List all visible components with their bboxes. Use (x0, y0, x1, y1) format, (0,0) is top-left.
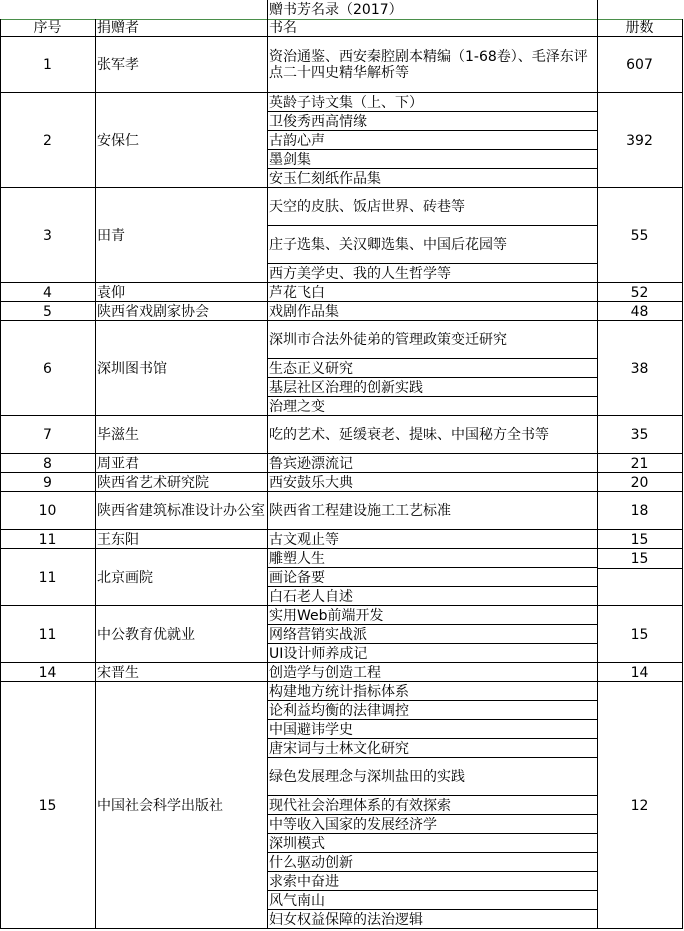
book-title: 治理之变 (269, 398, 325, 415)
grid-line (597, 19, 598, 929)
book-title: 深圳市合法外徒弟的管理政策变迁研究 (269, 332, 507, 348)
book-title: 鲁宾逊漂流记 (269, 455, 353, 472)
grid-line (0, 19, 1, 929)
book-title: 论利益均衡的法律调控 (269, 702, 409, 719)
row-donor: 袁仰 (97, 284, 125, 301)
book-title: 深圳模式 (269, 835, 325, 852)
row-donor: 宋晋生 (97, 664, 139, 681)
row-seq: 8 (43, 455, 52, 472)
row-donor: 毕滋生 (97, 427, 139, 443)
grid-line (597, 568, 682, 569)
row-donor: 中国社会科学出版社 (97, 797, 223, 814)
row-donor: 中公教育优就业 (97, 626, 195, 643)
book-title: UI设计师养成记 (269, 645, 368, 662)
book-title: 现代社会治理体系的有效探索 (269, 797, 451, 814)
book-title: 庄子选集、关汉卿选集、中国后花园等 (269, 237, 507, 253)
row-seq: 14 (38, 664, 57, 681)
row-count: 35 (630, 427, 649, 443)
grid-line (0, 19, 682, 20)
row-donor: 陕西省艺术研究院 (97, 474, 209, 491)
book-title: 天空的皮肤、饭店世界、砖巷等 (269, 199, 465, 215)
row-seq: 11 (38, 531, 57, 548)
grid-line (0, 928, 682, 929)
row-donor: 北京画院 (97, 569, 153, 586)
grid-line (597, 0, 598, 19)
book-title: 安玉仁刻纸作品集 (269, 170, 381, 187)
row-seq: 5 (43, 303, 52, 320)
row-seq: 10 (38, 503, 57, 519)
book-title: 基层社区治理的创新实践 (269, 379, 423, 396)
book-title: 求索中奋进 (269, 873, 339, 890)
book-title: 陕西省工程建设施工工艺标准 (269, 503, 451, 519)
row-count: 392 (626, 132, 653, 149)
book-title: 卫俊秀西高情缘 (269, 113, 367, 130)
row-seq: 11 (38, 626, 57, 643)
book-title: 画论备要 (269, 569, 325, 586)
row-count: 607 (626, 57, 653, 73)
book-title: 雕塑人生 (269, 550, 325, 567)
row-seq: 3 (43, 227, 52, 244)
book-title: 资治通鉴、西安秦腔剧本精编（1-68卷）、毛泽东评点二十四史精华解析等 (269, 49, 588, 81)
row-donor: 陕西省建筑标准设计办公室 (97, 503, 265, 519)
book-title: 风气南山 (269, 892, 325, 909)
book-title: 吃的艺术、延缓衰老、提味、中国秘方全书等 (269, 427, 549, 443)
header-donor: 捐赠者 (97, 20, 139, 36)
book-title: 构建地方统计指标体系 (269, 683, 409, 700)
row-count: 18 (630, 503, 649, 519)
row-seq: 7 (43, 427, 52, 443)
book-title: 中等收入国家的发展经济学 (269, 816, 437, 833)
row-count: 15 (630, 626, 649, 643)
row-count: 55 (630, 227, 649, 244)
row-count: 12 (630, 797, 649, 814)
row-count: 21 (630, 455, 649, 472)
sheet-title: 赠书芳名录（2017） (269, 1, 403, 18)
grid-line (267, 0, 268, 19)
book-title: 西安鼓乐大典 (269, 474, 353, 491)
row-seq: 15 (38, 797, 57, 814)
row-seq: 2 (43, 132, 52, 149)
row-donor: 深圳图书馆 (97, 360, 167, 377)
row-count: 14 (630, 664, 649, 681)
book-title: 白石老人自述 (269, 588, 353, 605)
grid-line (267, 19, 268, 929)
book-title: 中国避讳学史 (269, 721, 353, 738)
row-seq: 4 (43, 284, 52, 301)
row-donor: 周亚君 (97, 455, 139, 472)
row-count: 48 (630, 303, 649, 320)
header-seq: 序号 (33, 20, 62, 36)
book-title: 实用Web前端开发 (269, 607, 384, 624)
row-count: 15 (630, 550, 649, 567)
book-title: 什么驱动创新 (269, 854, 353, 871)
header-count: 册数 (625, 20, 654, 36)
book-title: 唐宋词与士林文化研究 (269, 740, 409, 757)
row-donor: 田青 (97, 227, 125, 244)
row-donor: 王东阳 (97, 531, 139, 548)
grid-line (682, 19, 683, 929)
row-donor: 张军孝 (97, 57, 139, 73)
book-title: 西方美学史、我的人生哲学等 (269, 265, 451, 282)
book-title: 古文观止等 (269, 531, 339, 548)
grid-line (95, 19, 96, 929)
row-count: 52 (630, 284, 649, 301)
book-title: 绿色发展理念与深圳盐田的实践 (269, 769, 465, 785)
row-count: 15 (630, 531, 649, 548)
row-donor: 安保仁 (97, 132, 139, 149)
book-title: 古韵心声 (269, 132, 325, 149)
book-title: 英龄子诗文集（上、下） (269, 94, 423, 111)
row-seq: 1 (43, 57, 52, 73)
book-title: 生态正义研究 (269, 360, 353, 377)
book-title: 戏剧作品集 (269, 303, 339, 320)
row-count: 20 (630, 474, 649, 491)
row-donor: 陕西省戏剧家协会 (97, 303, 209, 320)
book-title: 创造学与创造工程 (269, 664, 381, 681)
row-seq: 11 (38, 569, 57, 586)
row-count: 38 (630, 360, 649, 377)
header-book: 书名 (269, 20, 297, 36)
row-seq: 6 (43, 360, 52, 377)
row-seq: 9 (43, 474, 52, 491)
book-title: 妇女权益保障的法治逻辑 (269, 911, 423, 928)
book-title: 芦花飞白 (269, 284, 325, 301)
book-title: 网络营销实战派 (269, 626, 367, 643)
book-title: 墨剑集 (269, 151, 311, 168)
